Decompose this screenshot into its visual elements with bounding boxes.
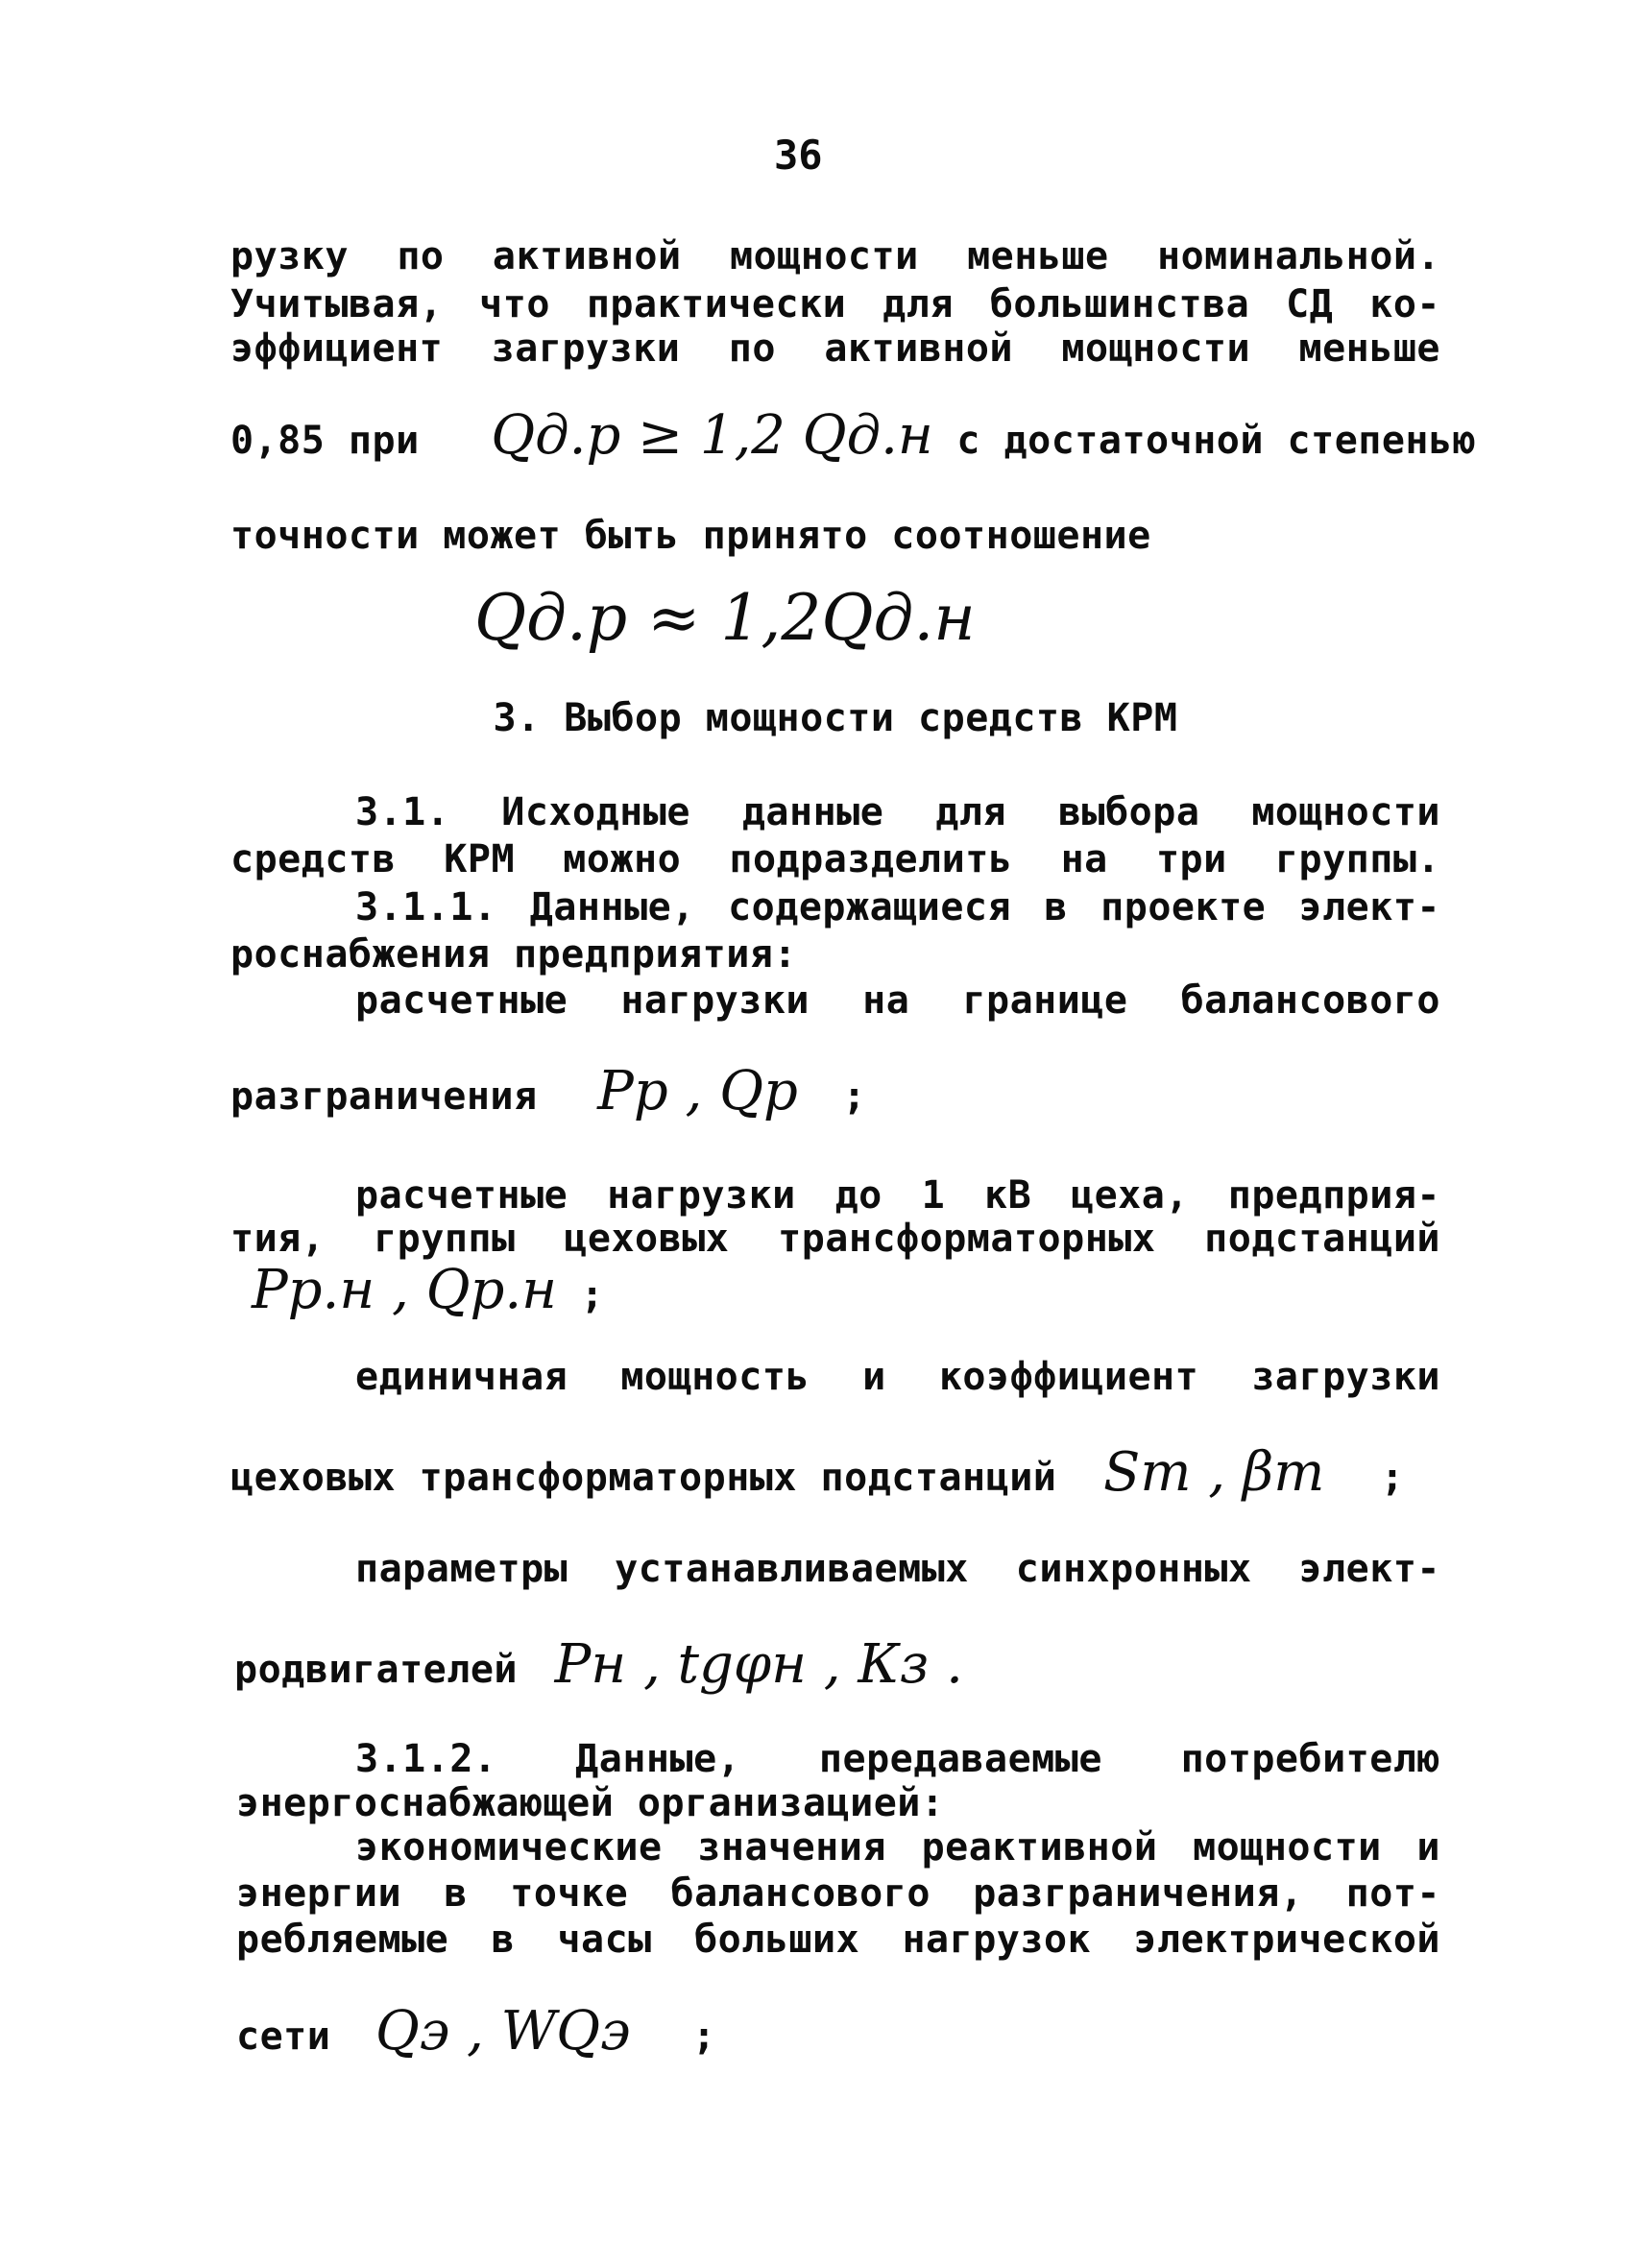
text-line-24-prefix: сети — [236, 2015, 331, 2059]
text-line-3: эффициент загрузки по активной мощности меньше — [230, 326, 1440, 371]
inline-formula-pr-qr: Pр , Qр — [597, 1060, 798, 1122]
text-line-12: расчетные нагрузки до 1 кВ цеха, предприя- — [355, 1173, 1440, 1218]
text-line-5: точности может быть принято соотношение — [230, 514, 1151, 558]
inline-formula-prn-qrn: Pр.н , Qр.н — [252, 1259, 558, 1321]
text-line-18-prefix: родвигателей — [234, 1648, 518, 1692]
text-line-16-suffix: ; — [1380, 1456, 1405, 1500]
text-line-9: роснабжения предприятия: — [230, 932, 797, 977]
text-line-8: 3.1.1. Данные, содержащиеся в проекте элект- — [355, 885, 1440, 929]
text-line-4-prefix: 0,85 при — [230, 419, 420, 463]
text-line-11-prefix: разграничения — [230, 1074, 538, 1119]
text-line-22: энергии в точке балансового разграничения, пот- — [236, 1871, 1440, 1916]
text-line-11-suffix: ; — [842, 1074, 867, 1119]
display-formula: Qд.р ≈ 1,2Qд.н — [474, 581, 976, 655]
text-line-14 — [252, 1259, 1462, 1321]
text-line-16 — [230, 1441, 1440, 1504]
text-line-6: 3.1. Исходные данные для выбора мощности — [355, 790, 1440, 834]
inline-formula-motor-params: Pн , tgφн , Кз . — [554, 1633, 963, 1696]
inline-formula-qe-wqe: Qэ , WQэ — [375, 2000, 631, 2063]
text-line-13: тия, группы цеховых трансформаторных подстанций — [230, 1217, 1440, 1261]
text-line-14-suffix: ; — [580, 1273, 605, 1317]
text-line-16-prefix: цеховых трансформаторных подстанций — [230, 1456, 1057, 1500]
text-line-21: экономические значения реактивной мощности и — [355, 1825, 1440, 1870]
text-line-19: 3.1.2. Данные, передаваемые потребителю — [355, 1737, 1440, 1781]
text-line-23: ребляемые в часы больших нагрузок электрической — [236, 1918, 1440, 1962]
text-line-18 — [234, 1633, 1444, 1696]
text-line-1: рузку по активной мощности меньше номинальной. — [230, 234, 1440, 278]
text-line-4-suffix: с достаточной степенью — [956, 419, 1477, 463]
section-title: 3. Выбор мощности средств КРМ — [493, 696, 1178, 740]
text-line-17: параметры устанавливаемых синхронных элект- — [355, 1547, 1440, 1591]
text-line-24-suffix: ; — [692, 2015, 716, 2059]
inline-formula-q-ratio: Qд.р ≥ 1,2 Qд.н — [491, 404, 933, 467]
text-line-4 — [230, 404, 1477, 467]
text-line-15: единичная мощность и коэффициент загрузки — [355, 1355, 1440, 1399]
text-line-2: Учитывая, что практически для большинства СД ко- — [230, 282, 1440, 326]
text-line-7: средств КРМ можно подразделить на три группы. — [230, 837, 1440, 881]
text-line-20: энергоснабжающей организацией: — [236, 1781, 945, 1825]
text-line-11 — [230, 1060, 1440, 1122]
text-line-24 — [236, 2000, 1446, 2063]
text-line-10: расчетные нагрузки на границе балансового — [355, 978, 1440, 1023]
inline-formula-st-beta: Sт , βт — [1102, 1441, 1325, 1504]
page-number: 36 — [774, 132, 823, 179]
